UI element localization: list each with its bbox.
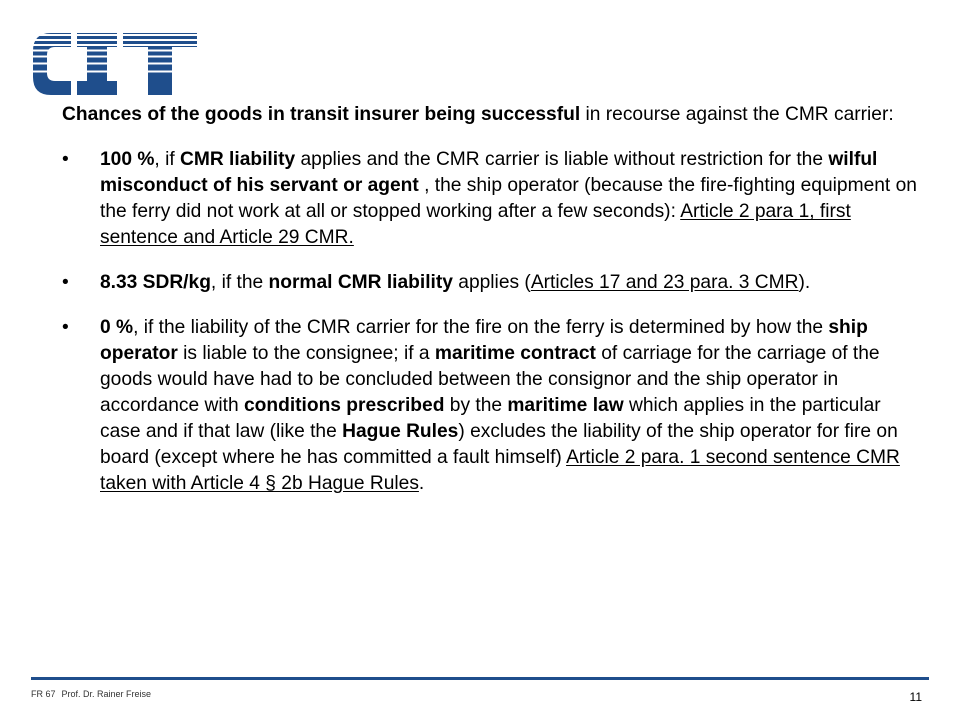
bullet-dot: • [62,272,69,293]
bullet-1-text-1: , if [154,149,180,170]
bullet-3-text-6: ) excludes the liability of the ship operator for fire on board (except where he has committed a fault himself) [100,421,898,468]
bullet-2-text-2: applies ( [452,272,531,293]
bullet-3-reference: Article 2 para. 1 second sentence CMR taken with Article 4 § 2b Hague Rules [100,447,900,494]
cit-logo [31,31,199,97]
bullet-3-text-5: which applies in the particular case and if that law (like the [100,395,881,442]
bullet-3-text-1: , if the liability of the CMR carrier for the fire on the ferry is determined by how the [133,317,829,338]
bullet-2-reference: Articles 17 and 23 para. 3 CMR [530,272,799,293]
footer-info [31,689,151,699]
bullet-1-bold-2: CMR liability [180,149,296,170]
bullet-normal-liability [62,270,922,296]
slide-body [62,102,922,516]
bullet-1-bold-3: wilful misconduct of his servant or agent [100,149,878,196]
bullet-2-text-1: , if the [210,272,269,293]
bullet-3-text-7: . [418,473,425,494]
bullet-3-bold-1: 0 % [100,317,134,338]
bullet-3-bold-3: maritime contract [434,343,596,364]
page-number: 11 [909,690,922,704]
bullet-3-text-3: of carriage for the carriage of the goods would have had to be concluded between the consignor and the ship operator in accordance with [100,343,880,416]
intro-bold: Chances of the goods in transit insurer being successful [62,104,581,125]
footer-author: Prof. Dr. Rainer Freise [61,689,152,699]
footer-divider [31,677,929,680]
intro-paragraph [62,102,922,128]
bullet-3-bold-2: ship operator [100,317,868,364]
bullet-2-text-3: ). [798,272,811,293]
bullet-3-text-2: is liable to the consignee; if a [177,343,435,364]
bullet-3-bold-6: Hague Rules [342,421,459,442]
bullet-3-text-4: by the [444,395,508,416]
bullet-2-bold-1: 8.33 SDR/kg [100,272,211,293]
bullet-3-bold-5: maritime law [507,395,624,416]
footer-code: FR 67 [31,689,56,699]
bullet-1-text-2: applies and the CMR carrier is liable without restriction for the [295,149,829,170]
bullet-1-reference: Article 2 para 1, first sentence and Article 29 CMR. [100,201,851,248]
bullet-dot: • [62,317,69,338]
bullet-dot: • [62,149,69,170]
bullet-1-text-3: , the ship operator (because the fire-fighting equipment on the ferry did not work at all or stopped working after a few seconds): [100,175,917,222]
bullet-2-bold-2: normal CMR liability [268,272,453,293]
bullet-3-bold-4: conditions prescribed [243,395,445,416]
bullet-zero-liability [62,315,922,497]
bullet-full-liability [62,147,922,251]
bullet-1-bold-1: 100 % [100,149,155,170]
intro-rest: in recourse against the CMR carrier: [580,104,894,125]
